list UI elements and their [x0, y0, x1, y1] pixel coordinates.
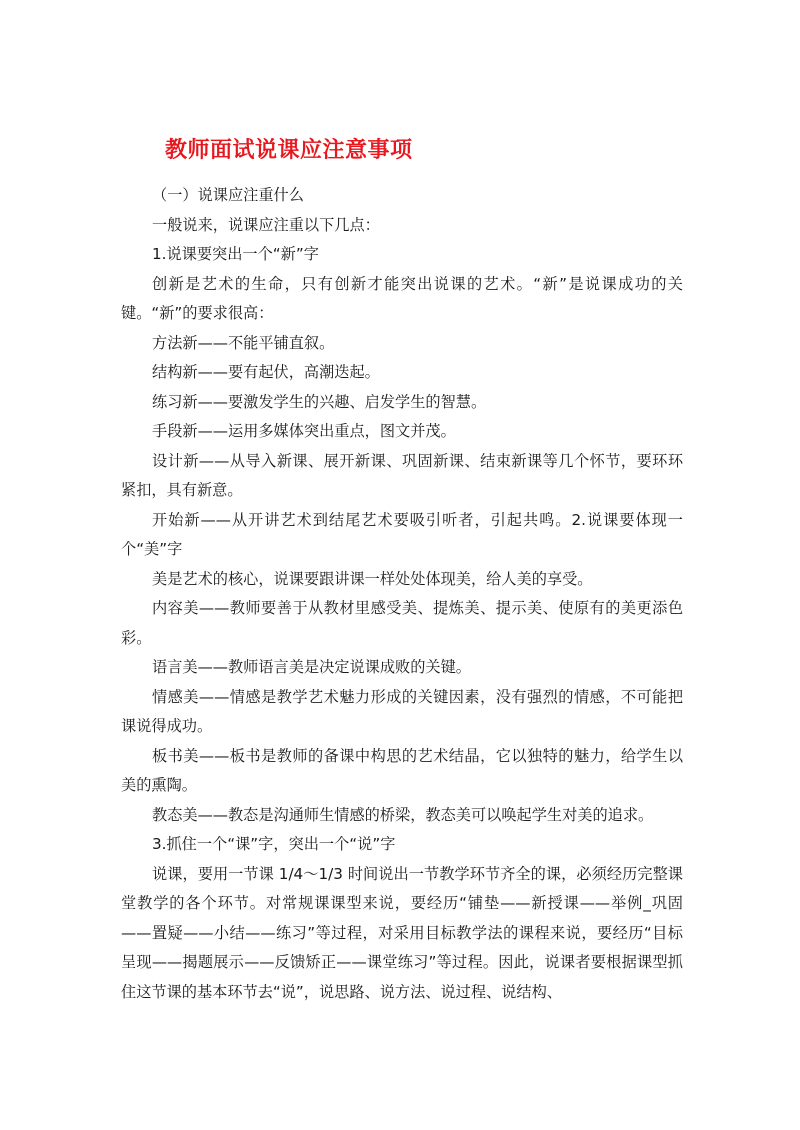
paragraph: 1.说课要突出一个“新”字 [152, 245, 319, 263]
paragraph: 板书美——板书是教师的备课中构思的艺术结晶，它以独特的魅力，给学生以美的熏陶。 [121, 746, 683, 794]
paragraph: 创新是艺术的生命，只有创新才能突出说课的艺术。“新”是说课成功的关键。“新”的要求很高： [121, 274, 683, 322]
document-title: 教师面试说课应注意事项 [165, 138, 413, 163]
paragraph: 内容美——教师要善于从教材里感受美、提炼美、提示美、使原有的美更添色彩。 [121, 599, 683, 647]
paragraph: 练习新——要激发学生的兴趣、启发学生的智慧。 [152, 392, 487, 411]
paragraph: 手段新——运用多媒体突出重点，图文并茂。 [152, 422, 456, 440]
paragraph: 语言美——教师语言美是决定说课成败的关键。 [152, 658, 471, 676]
paragraph: 开始新——从开讲艺术到结尾艺术要吸引听者，引起共鸣。2.说课要体现一个“美”字 [121, 510, 683, 558]
paragraph: （一）说课应注重什么 [152, 186, 304, 204]
paragraph: 情感美——情感是教学艺术魅力形成的关键因素，没有强烈的情感，不可能把课说得成功。 [121, 687, 683, 735]
paragraph: 结构新——要有起伏，高潮迭起。 [152, 363, 380, 381]
paragraph: 说课，要用一节课 1/4～1/3 时间说出一节教学环节齐全的课，必须经历完整课堂教学的各个环节。对常规课课型来说，要经历“铺垫——新授课——举例_巩固——置疑——小结——练习”等过程，对采用目标教学法的课程来说，要经历“目标呈现——揭题展示——反馈矫正——课堂练习”等过程。因此，说课者要根据课型抓住这节课的基本环节去“说”，说思路、说方法、说过程、说结构、 [121, 864, 683, 1001]
document-body [121, 181, 683, 1007]
paragraph: 方法新——不能平铺直叙。 [152, 333, 335, 352]
paragraph: 教态美——教态是沟通师生情感的桥梁，教态美可以唤起学生对美的追求。 [152, 805, 654, 824]
paragraph: 设计新——从导入新课、展开新课、巩固新课、结束新课等几个怀节，要环环紧扣，具有新意。 [121, 451, 683, 499]
paragraph: 3.抓住一个“课”字，突出一个“说”字 [152, 835, 396, 853]
paragraph: 美是艺术的核心，说课要跟讲课一样处处体现美，给人美的享受。 [152, 569, 593, 588]
paragraph: 一般说来，说课应注重以下几点： [152, 215, 380, 234]
